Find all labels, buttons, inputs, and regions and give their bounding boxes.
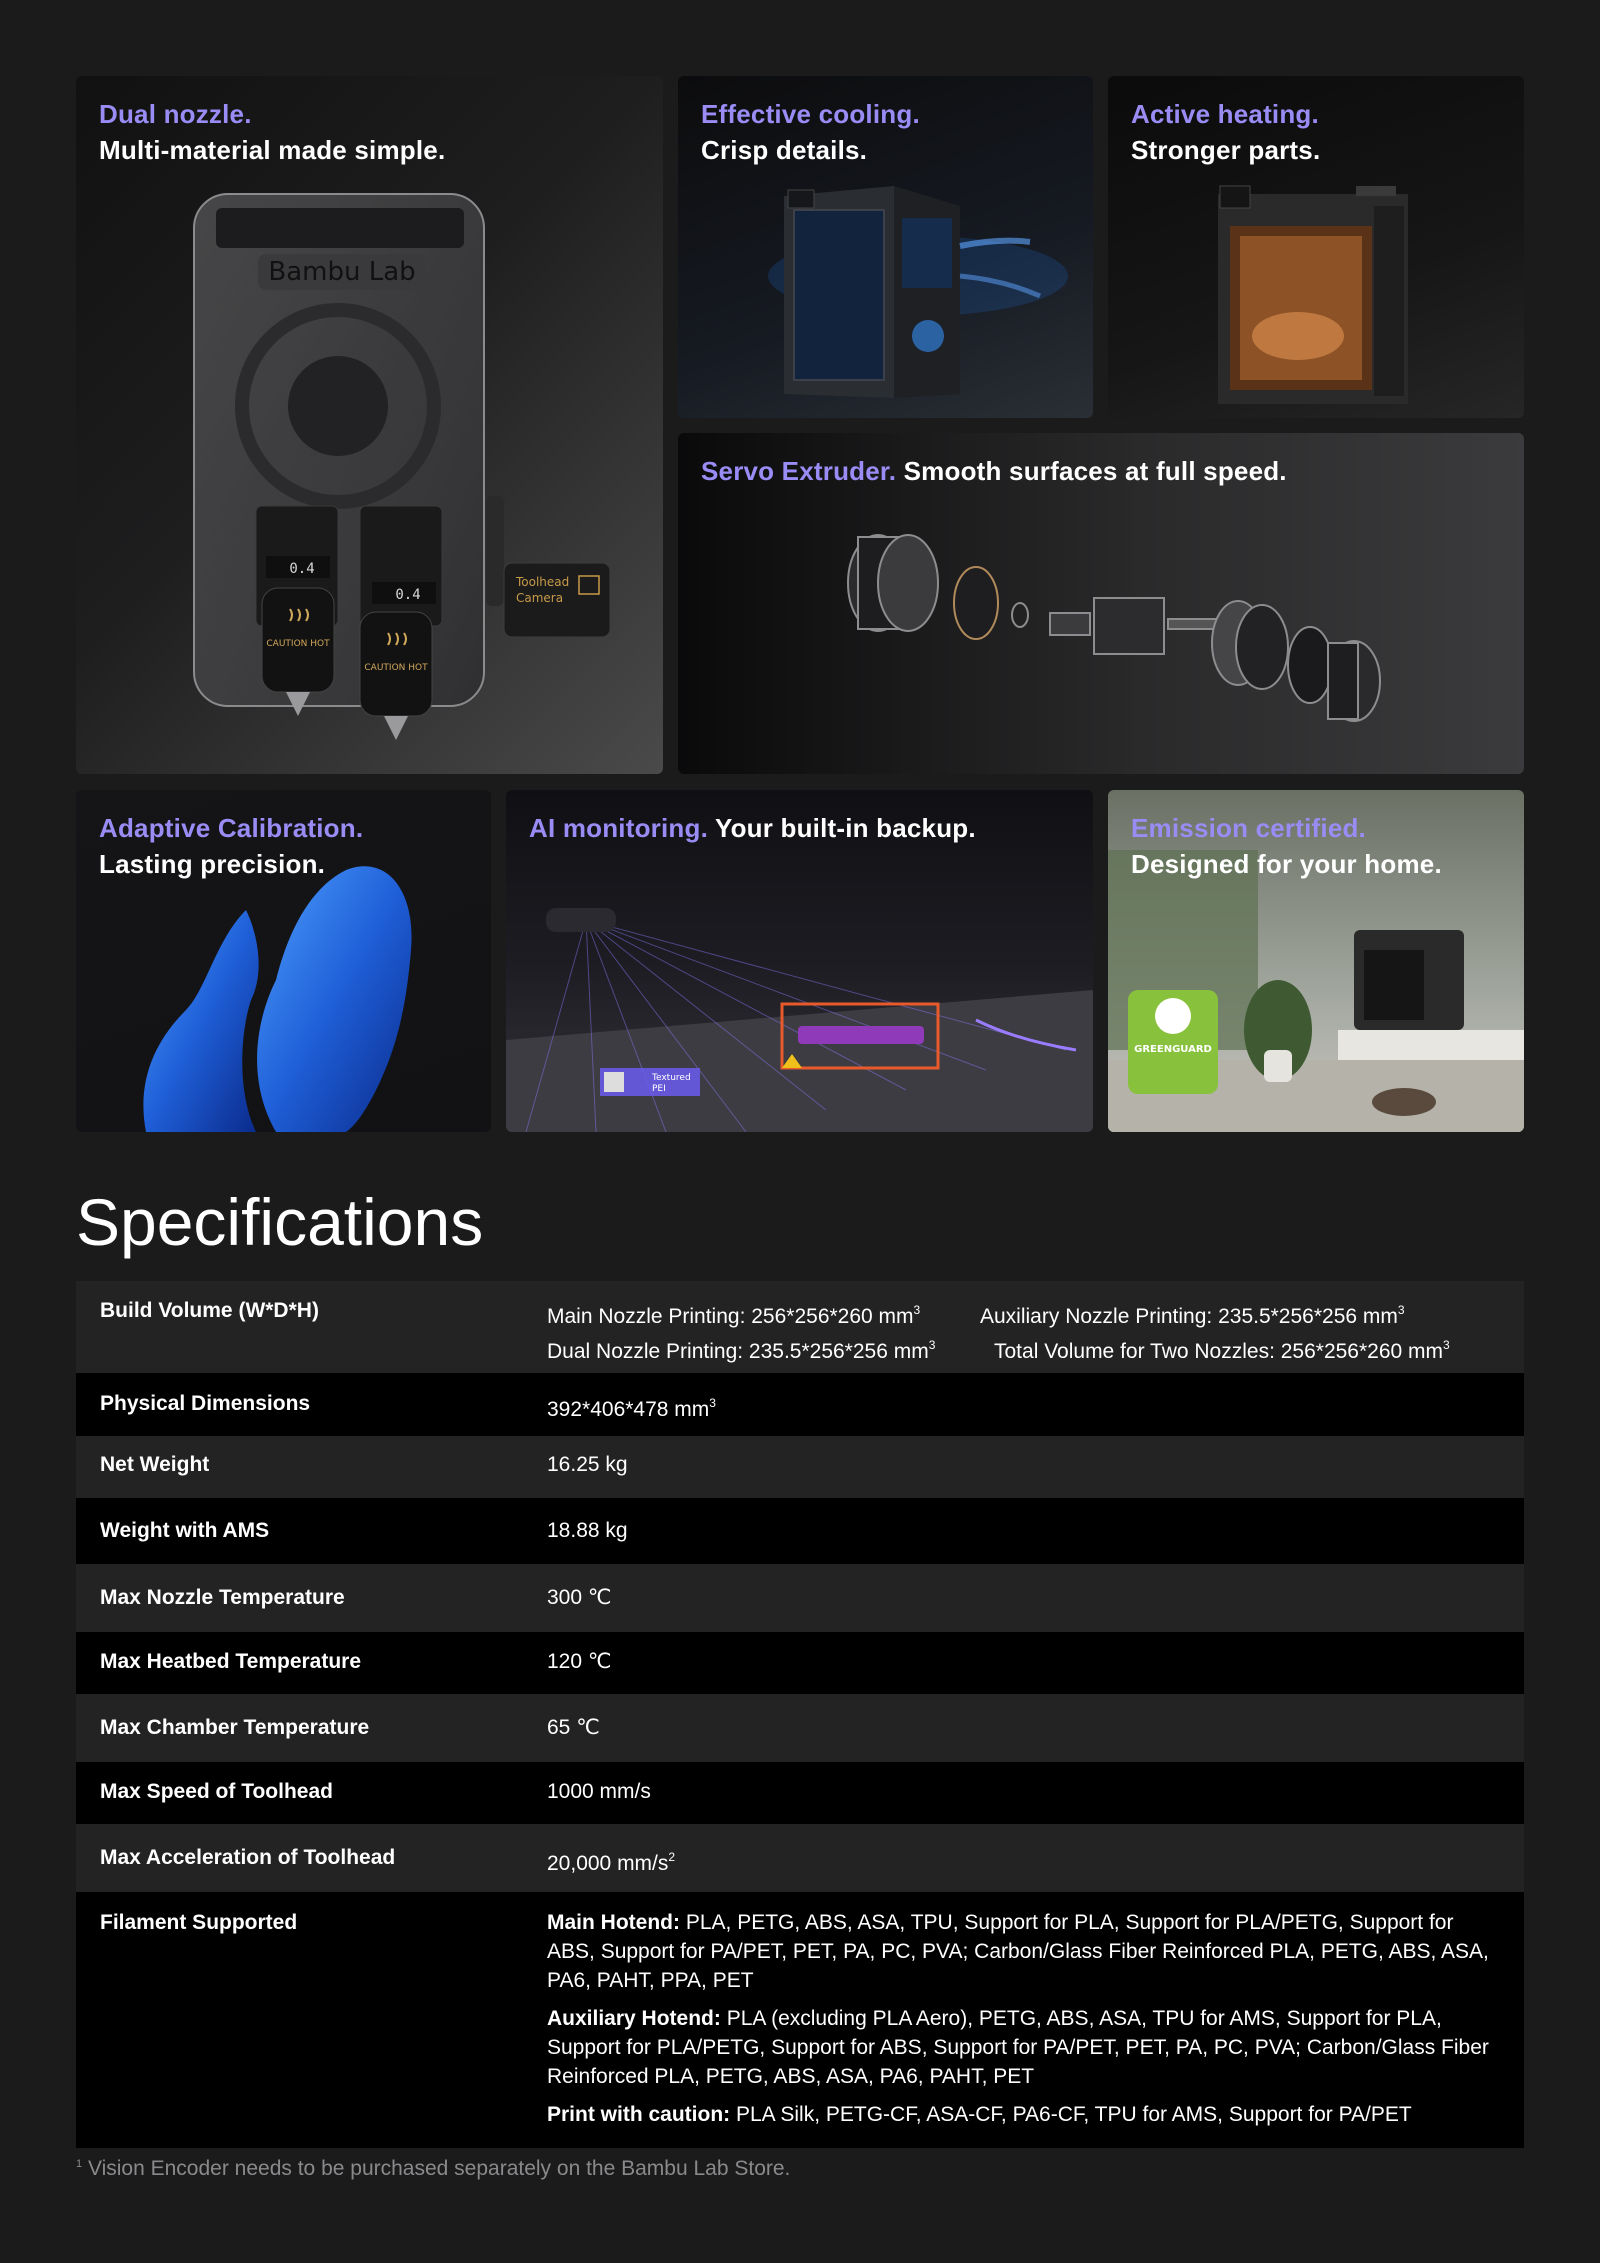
specifications-table (76, 1281, 1524, 2148)
feature-title-servo (701, 453, 1287, 489)
svg-text:GREENGUARD: GREENGUARD (1134, 1044, 1212, 1055)
feature-card-calibration (76, 790, 491, 1132)
svg-text:CAUTION HOT: CAUTION HOT (364, 663, 428, 673)
feature-card-servo-extruder (678, 433, 1524, 774)
feature-title-emission (1131, 810, 1442, 882)
feature-highlight: Effective cooling. (701, 99, 920, 129)
spec-value: 1000 mm/s (547, 1780, 651, 1803)
dual-nozzle-toolhead-image (76, 76, 663, 774)
feature-title-cooling (701, 96, 920, 168)
spec-value: 20,000 $mm/s^2$ (547, 1850, 676, 1875)
spec-value-build-volume: Main Nozzle Printing: 256*256*260 $mm^3$ Auxiliary Nozzle Printing: 235.5*256*256 $mm^3$ Dual Nozzle Printing: 235.5*256*256 $mm^3$ Total Volume for Two Nozzles: 256*256*260 $mm^3$ (547, 1303, 1450, 1363)
spec-row-weight-ams (76, 1498, 1524, 1564)
spec-label: Max Acceleration of Toolhead (100, 1846, 396, 1869)
spec-row-speed (76, 1762, 1524, 1824)
feature-highlight: Emission certified. (1131, 813, 1366, 843)
spec-row-build-volume (76, 1281, 1524, 1373)
spec-label: Physical Dimensions (100, 1392, 311, 1415)
spec-row-filament (76, 1892, 1524, 2148)
spec-label: Max Nozzle Temperature (100, 1586, 345, 1609)
feature-subtitle: Multi-material made simple. (99, 135, 446, 165)
svg-text:CAUTION HOT: CAUTION HOT (266, 639, 330, 649)
feature-subtitle: Designed for your home. (1131, 849, 1442, 879)
feature-subtitle: Smooth surfaces at full speed. (903, 456, 1287, 486)
spec-label: Weight with AMS (100, 1519, 270, 1542)
spec-row-acceleration (76, 1824, 1524, 1892)
filament-aux-hotend: Auxiliary Hotend: PLA (excluding PLA Aero), PETG, ABS, ASA, TPU for AMS, Support for PLA, Support for PLA/PETG, Support for ABS, Support for PA/PET, PET, PA, PC, PVA; Carbon/Glass Fiber Reinforced PLA, PETG, ABS, ASA, PA6, PAHT, PET (547, 2007, 1489, 2088)
svg-text:PEI: PEI (652, 1084, 666, 1094)
spec-row-chamber-temp (76, 1694, 1524, 1762)
spec-label: Build Volume (W*D*H) (100, 1299, 319, 1322)
feature-highlight: Active heating. (1131, 99, 1319, 129)
feature-highlight: Servo Extruder. (701, 456, 897, 486)
spec-label: Max Chamber Temperature (100, 1716, 370, 1739)
brand-label: Bambu Lab (268, 257, 416, 287)
feature-highlight: Adaptive Calibration. (99, 813, 364, 843)
feature-subtitle: Crisp details. (701, 135, 868, 165)
svg-text:Toolhead: Toolhead (516, 575, 570, 589)
svg-text:0.4: 0.4 (395, 587, 421, 603)
footnote-text: Vision Encoder needs to be purchased separately on the Bambu Lab Store. (87, 2157, 791, 2180)
footnote (76, 2157, 790, 2181)
feature-title-calibration (99, 810, 363, 882)
spec-value: 16.25 kg (547, 1453, 628, 1476)
filament-caution: Print with caution: PLA Silk, PETG-CF, ASA-CF, PA6-CF, TPU for AMS, Support for PA/PET (547, 2103, 1412, 2126)
spec-value: 65 ℃ (547, 1716, 600, 1739)
feature-title-ai (529, 810, 976, 846)
spec-label: Net Weight (100, 1453, 210, 1476)
spec-row-heatbed-temp (76, 1632, 1524, 1694)
feature-highlight: Dual nozzle. (99, 99, 252, 129)
feature-card-ai-monitoring (506, 790, 1093, 1132)
feature-subtitle: Lasting precision. (99, 849, 326, 879)
feature-card-emission (1108, 790, 1524, 1132)
spec-row-net-weight (76, 1436, 1524, 1498)
specifications-heading: Specifications (76, 1185, 484, 1259)
svg-text:0.4: 0.4 (289, 561, 315, 577)
feature-highlight: AI monitoring. (529, 813, 708, 843)
spec-label: Max Heatbed Temperature (100, 1650, 362, 1673)
feature-subtitle: Your built-in backup. (714, 813, 976, 843)
footnote-mark: 1 (76, 2158, 83, 2170)
spec-value: 300 ℃ (547, 1586, 612, 1609)
spec-value-filament (547, 1908, 1494, 2138)
feature-subtitle: Stronger parts. (1131, 135, 1321, 165)
feature-card-cooling (678, 76, 1093, 418)
spec-row-physical-dimensions (76, 1373, 1524, 1436)
spec-value: 18.88 kg (547, 1519, 628, 1542)
feature-card-heating (1108, 76, 1524, 418)
spec-value: 392*406*478 $mm^3$ (547, 1396, 716, 1421)
feature-card-dual-nozzle (76, 76, 663, 774)
svg-text:Camera: Camera (516, 591, 564, 605)
filament-main-hotend: Main Hotend: PLA, PETG, ABS, ASA, TPU, Support for PLA, Support for PLA/PETG, Support for ABS, Support for PA/PET, PET, PA, PC, PVA; Carbon/Glass Fiber Reinforced PLA, PETG, ABS, ASA, PA6, PAHT, PPA, PET (547, 1911, 1489, 1992)
spec-row-nozzle-temp (76, 1564, 1524, 1632)
svg-text:Textured: Textured (652, 1073, 691, 1083)
feature-title-dual-nozzle (99, 96, 445, 168)
feature-title-heating (1131, 96, 1320, 168)
spec-value: 120 ℃ (547, 1650, 612, 1673)
spec-label: Filament Supported (100, 1911, 298, 1934)
spec-label: Max Speed of Toolhead (100, 1780, 333, 1803)
